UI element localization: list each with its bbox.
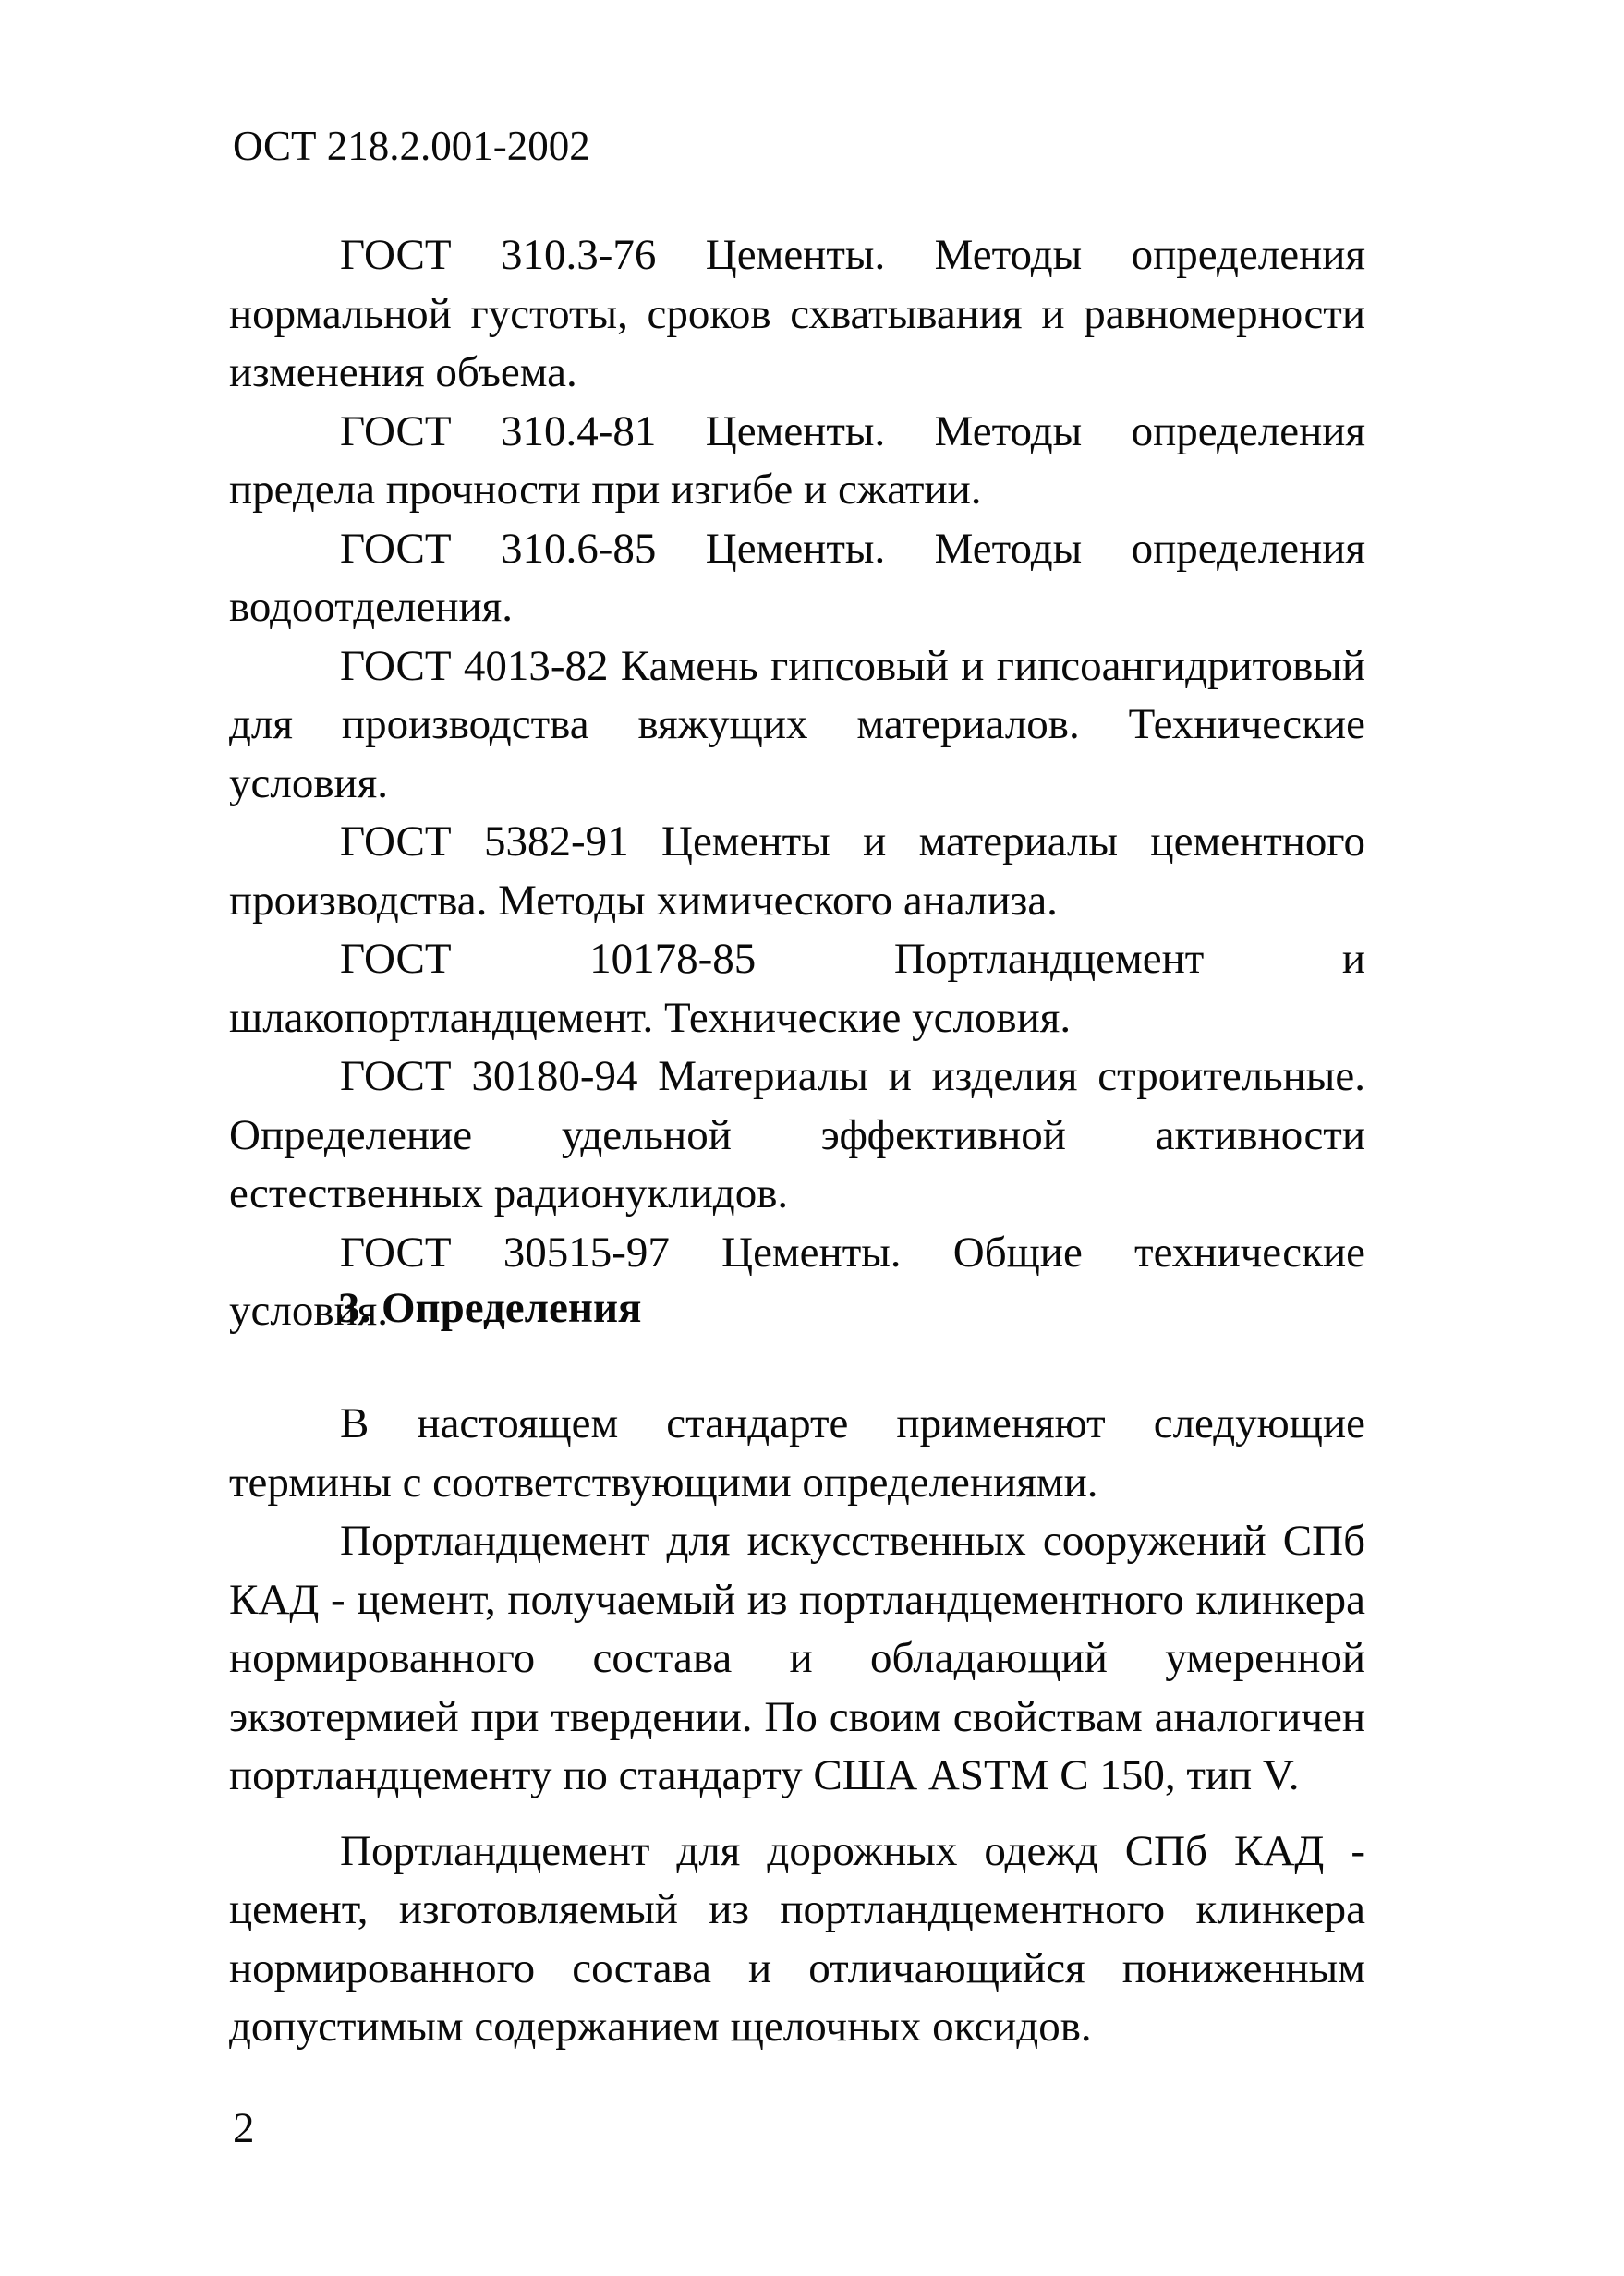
section-title: 3. Определения	[338, 1284, 642, 1332]
reference-item: ГОСТ 310.3-76 Цементы. Методы определения нормальной густоты, сроков схватывания и равномерности изменения объема.	[229, 231, 1365, 396]
reference-item: ГОСТ 5382-91 Цементы и материалы цементного производства. Методы химического анализа.	[229, 817, 1365, 925]
reference-item: ГОСТ 10178-85 Портландцемент и шлакопортландцемент. Технические условия.	[229, 935, 1365, 1042]
definition-paragraph: Портландцемент для искусственных сооружений СПб КАД - цемент, получаемый из портландцементного клинкера нормированного состава и обладающий умеренной экзотермией при твердении. По своим свойствам аналогичен портландцементу по стандарту США ASTM C 150, тип V.	[229, 1517, 1365, 1799]
reference-item: ГОСТ 310.4-81 Цементы. Методы определения предела прочности при изгибе и сжатии.	[229, 406, 1365, 514]
reference-item: ГОСТ 310.6-85 Цементы. Методы определения водоотделения.	[229, 524, 1365, 631]
definitions-section	[229, 1395, 1365, 2057]
reference-item: ГОСТ 30515-97 Цементы. Общие технические условия.	[229, 1228, 1365, 1335]
reference-item: ГОСТ 4013-82 Камень гипсовый и гипсоангидритовый для производства вяжущих материалов. Технические условия.	[229, 641, 1365, 807]
normative-references-list	[229, 226, 1365, 1341]
page-number: 2	[233, 2104, 255, 2152]
reference-item: ГОСТ 30180-94 Материалы и изделия строительные. Определение удельной эффективной активности естественных радионуклидов.	[229, 1052, 1365, 1217]
definition-paragraph: Портландцемент для дорожных одежд СПб КАД - цемент, изготовляемый из портландцементного клинкера нормированного состава и отличающийся пониженным допустимым содержанием щелочных оксидов.	[229, 1826, 1365, 2051]
document-code-header: ОСТ 218.2.001-2002	[233, 123, 590, 169]
section-intro-paragraph: В настоящем стандарте применяют следующие термины с соответствующими определениями.	[229, 1399, 1365, 1507]
